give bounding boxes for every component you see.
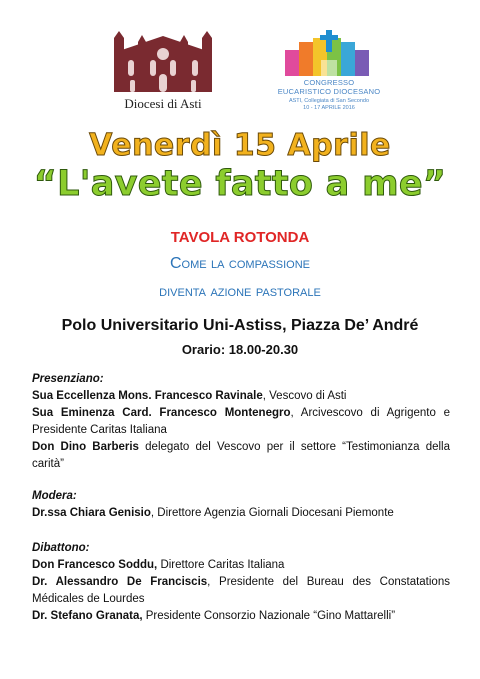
moderator-heading: Modera: <box>32 490 77 502</box>
person-role: , Presidente del Bureau des Constatations Médicales de Lourdes <box>32 576 450 605</box>
list-item <box>32 405 450 439</box>
person-role: delegato del Vescovo per il settore “Testimonianza della carità” <box>32 441 450 470</box>
person-name: Sua Eminenza Card. Francesco Montenegro <box>32 407 291 419</box>
person-role: , Direttore Agenzia Giornali Diocesani Piemonte <box>150 507 394 519</box>
congress-place: ASTI, Collegiata di San Secondo <box>288 98 370 104</box>
event-motto-title: “L'avete fatto a me” <box>33 164 447 204</box>
presenters-section <box>32 371 450 473</box>
congress-logo <box>266 30 392 112</box>
person-role: Direttore Caritas Italiana <box>157 559 285 571</box>
diocese-name: Diocesi di Asti <box>124 96 202 111</box>
person-name: Dr. Alessandro De Franciscis <box>32 576 208 588</box>
congress-title-line2: EUCARISTICO DIOCESANO <box>277 87 381 96</box>
list-item <box>32 505 450 522</box>
person-role: Presidente Consorzio Nazionale “Gino Mattarelli” <box>142 610 396 622</box>
person-name: Don Dino Barberis <box>32 441 139 453</box>
subtitle-line-1: Come la compassione <box>169 255 311 272</box>
cathedral-icon <box>108 30 218 94</box>
moderator-section <box>32 488 450 522</box>
person-role: , Vescovo di Asti <box>262 390 347 402</box>
presenters-heading: Presenziano: <box>32 373 104 385</box>
congress-dates: 10 - 17 APRILE 2016 <box>303 105 355 111</box>
list-item <box>32 557 450 574</box>
congress-title-line1: CONGRESSO <box>303 78 355 87</box>
person-name: Dr.ssa Chiara Genisio <box>32 507 151 519</box>
person-name: Sua Eccellenza Mons. Francesco Ravinale <box>32 390 263 402</box>
event-type: TAVOLA ROTONDA <box>170 229 310 246</box>
person-role: , Arcivescovo di Agrigento e Presidente Caritas Italiana <box>32 407 450 436</box>
person-name: Don Francesco Soddu, <box>32 559 158 571</box>
diocese-logo <box>98 30 228 112</box>
event-hours: Orario: 18.00-20.30 <box>181 342 299 357</box>
list-item <box>32 439 450 473</box>
congress-cross-icon <box>281 30 377 78</box>
list-item <box>32 574 450 608</box>
person-name: Dr. Stefano Granata, <box>32 610 143 622</box>
subtitle-line-2: diventa azione pastorale <box>159 283 321 300</box>
list-item <box>32 608 450 625</box>
event-venue: Polo Universitario Uni-Astiss, Piazza De’ André <box>61 317 419 334</box>
speakers-heading: Dibattono: <box>32 542 90 554</box>
speakers-section <box>32 540 450 625</box>
list-item <box>32 388 450 405</box>
event-date-title: Venerdì 15 Aprile <box>89 128 391 163</box>
